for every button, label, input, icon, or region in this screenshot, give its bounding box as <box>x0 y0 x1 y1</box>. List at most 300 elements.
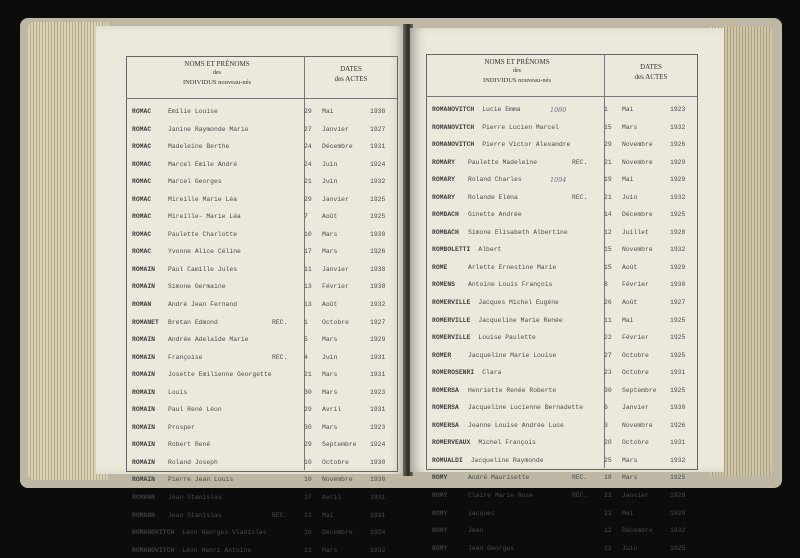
month-cell: Juillet <box>622 228 649 236</box>
right-names-header <box>432 58 602 85</box>
surname-cell: ROMERVEAUX <box>432 439 471 447</box>
register-row <box>432 539 694 557</box>
month-cell: Janvier <box>322 195 349 203</box>
register-row <box>132 523 394 541</box>
register-row <box>132 365 394 383</box>
year-cell: 1932 <box>670 193 686 201</box>
left-page <box>96 26 406 554</box>
given-names-cell: Louis <box>168 388 188 396</box>
given-names-cell: Henriette Renée Roberte <box>468 386 557 394</box>
day-cell: 11 <box>304 265 312 273</box>
month-cell: Mars <box>322 546 338 554</box>
day-cell: 30 <box>304 388 312 396</box>
year-cell: 1929 <box>670 263 686 271</box>
given-names-cell: Françoise <box>168 353 203 361</box>
register-row <box>132 400 394 418</box>
given-names-cell: Louise Paulette <box>478 334 536 342</box>
given-names-cell: Marcel Georges <box>168 178 222 186</box>
month-cell: Août <box>322 213 338 221</box>
given-names-cell: Andrée Adelaïde Marie <box>168 336 249 344</box>
surname-cell: ROMAC <box>132 195 152 203</box>
day-cell: 29 <box>604 141 612 149</box>
surname-cell: ROMY <box>432 509 448 517</box>
day-cell: 6 <box>604 404 608 412</box>
register-row <box>432 258 694 276</box>
right-header-rule <box>426 96 697 97</box>
day-cell: 22 <box>604 334 612 342</box>
year-cell: 1938 <box>370 108 386 115</box>
register-row <box>132 260 394 278</box>
year-cell: 1928 <box>670 492 686 500</box>
day-cell: 24 <box>304 143 312 151</box>
day-cell: 13 <box>304 546 312 554</box>
register-row <box>132 348 394 366</box>
surname-cell: ROMAIN <box>132 265 156 273</box>
year-cell: 1925 <box>670 351 686 359</box>
surname-cell: ROMAIN <box>132 353 156 361</box>
surname-cell: ROMANET <box>132 318 159 326</box>
register-row <box>432 100 694 118</box>
given-names-cell: Pierre Lucien Marcel <box>482 123 559 131</box>
month-cell: Mai <box>322 108 334 115</box>
day-cell: 11 <box>604 316 612 324</box>
register-row <box>432 346 694 364</box>
day-cell: 30 <box>304 423 312 431</box>
day-cell: 4 <box>304 353 308 361</box>
year-cell: 1938 <box>370 283 386 291</box>
left-dates-heading: DATES <box>340 65 362 73</box>
month-cell: Mars <box>622 123 638 131</box>
day-cell: 27 <box>604 351 612 359</box>
month-cell: Mars <box>622 474 638 482</box>
given-names-cell: Albert <box>478 246 502 254</box>
month-cell: Février <box>322 283 349 291</box>
month-cell: Novembre <box>622 246 653 254</box>
month-cell: Décembre <box>622 211 653 219</box>
month-cell: Mai <box>622 176 634 184</box>
right-dates-header <box>606 62 696 82</box>
surname-cell: ROMAC <box>132 108 152 115</box>
given-names-cell: Josette Emilienne Georgette <box>168 371 272 379</box>
given-names-cell: Léon Georges Vladislas <box>182 529 267 537</box>
day-cell: 7 <box>304 213 308 221</box>
left-names-header <box>132 60 302 87</box>
note-cell: REC. <box>272 511 288 519</box>
surname-cell: ROMY <box>432 492 448 500</box>
given-names-cell: Pierre Jean Louis <box>168 476 234 484</box>
given-names-cell: Jean Stanislas <box>168 511 222 519</box>
month-cell: Décembre <box>322 529 353 537</box>
given-names-cell: Roland Charles <box>468 176 522 184</box>
year-cell: 1932 <box>670 456 686 464</box>
day-cell: 29 <box>304 195 312 203</box>
surname-cell: ROMENS <box>432 281 456 289</box>
day-cell: 13 <box>304 511 312 519</box>
given-names-cell: Jacqueline Lucienne Bernadette <box>468 404 584 412</box>
surname-cell: ROMANOVITCH <box>432 123 475 131</box>
note-cell: REC. <box>572 193 588 201</box>
register-row <box>432 416 694 434</box>
given-names-cell: Marcel Emile André <box>168 160 238 168</box>
register-row <box>432 468 694 486</box>
given-names-cell: Roland Joseph <box>168 458 218 466</box>
register-row <box>432 153 694 171</box>
month-cell: Janvier <box>322 125 349 133</box>
surname-cell: ROMBOLETTI <box>432 246 471 254</box>
given-names-cell: Paul René Léon <box>168 406 222 414</box>
given-names-cell: Pierre Victor Alexandre <box>482 141 571 149</box>
month-cell: Mars <box>322 388 338 396</box>
surname-cell: ROMERSA <box>432 421 459 429</box>
year-cell: 1925 <box>670 211 686 219</box>
register-row <box>132 242 394 260</box>
surname-cell: ROMAC <box>132 160 152 168</box>
surname-cell: ROMY <box>432 544 448 552</box>
register-row <box>432 205 694 223</box>
left-dates-header <box>306 64 396 84</box>
register-row <box>132 190 394 208</box>
surname-cell: ROMEROSENRI <box>432 369 475 377</box>
register-row <box>432 328 694 346</box>
right-individus-heading: INDIVIDUS <box>482 77 517 84</box>
month-cell: Septembre <box>322 441 357 449</box>
month-cell: Mai <box>622 106 634 113</box>
year-cell: 1929 <box>670 509 686 517</box>
given-names-cell: Mireille- Marie Léa <box>168 213 241 221</box>
day-cell: 19 <box>604 176 612 184</box>
register-row <box>432 170 694 188</box>
given-names-cell: Prosper <box>168 423 195 431</box>
register-row <box>132 453 394 471</box>
register-row <box>432 275 694 293</box>
surname-cell: ROMBACH <box>432 228 459 236</box>
month-cell: Février <box>622 281 649 289</box>
year-cell: 1930 <box>370 230 386 238</box>
right-actes-heading: des ACTES <box>634 73 668 81</box>
surname-cell: ROMAIN <box>132 406 156 414</box>
left-noms-heading: NOMS ET PRÉNOMS <box>184 60 250 68</box>
register-row <box>132 295 394 313</box>
year-cell: 1932 <box>370 178 386 186</box>
register-row <box>132 207 394 225</box>
year-cell: 1925 <box>370 213 386 221</box>
year-cell: 1931 <box>370 406 386 414</box>
given-names-cell: Janine Raymonde Marie <box>168 125 249 133</box>
day-cell: 23 <box>604 369 612 377</box>
year-cell: 1923 <box>370 423 386 431</box>
surname-cell: ROMAIN <box>132 458 156 466</box>
given-names-cell: Jacques <box>468 509 495 517</box>
day-cell: 18 <box>604 474 612 482</box>
day-cell: 13 <box>304 283 312 291</box>
surname-cell: ROMAC <box>132 178 152 186</box>
day-cell: 22 <box>604 544 612 552</box>
left-nouveaux-heading: nouveau-nés <box>218 79 252 86</box>
register-row <box>432 363 694 381</box>
given-names-cell: Emilie Louise <box>168 108 218 115</box>
given-names-cell: Simone Elisabeth Albertine <box>468 228 568 236</box>
surname-cell: ROMAN <box>132 301 152 309</box>
day-cell: 16 <box>304 529 312 537</box>
month-cell: Avril <box>322 494 342 502</box>
surname-cell: ROMANN <box>132 494 156 502</box>
surname-cell: ROMANOVITCH <box>432 141 475 149</box>
day-cell: 20 <box>604 439 612 447</box>
given-names-cell: Madeleine Berthe <box>168 143 230 151</box>
month-cell: Août <box>622 299 638 307</box>
right-noms-heading: NOMS ET PRÉNOMS <box>484 58 550 66</box>
surname-cell: ROMAIN <box>132 423 156 431</box>
year-cell: 1931 <box>670 439 686 447</box>
note-cell: REC. <box>572 474 588 482</box>
year-cell: 1931 <box>370 494 386 502</box>
month-cell: Octobre <box>322 318 349 326</box>
given-names-cell: Paulette Madeleine <box>468 158 538 166</box>
year-cell: 1931 <box>670 369 686 377</box>
surname-cell: ROMERVILLE <box>432 334 471 342</box>
month-cell: Novembre <box>622 158 653 166</box>
surname-cell: ROMUALDI <box>432 456 463 464</box>
day-cell: 21 <box>604 158 612 166</box>
register-row <box>132 102 394 120</box>
surname-cell: ROMY <box>432 527 448 535</box>
day-cell: 25 <box>604 456 612 464</box>
register-row <box>132 470 394 488</box>
year-cell: 1925 <box>670 474 686 482</box>
surname-cell: ROME <box>432 263 448 271</box>
month-cell: Mars <box>322 336 338 344</box>
month-cell: Novembre <box>622 141 653 149</box>
register-row <box>132 435 394 453</box>
register-row <box>132 172 394 190</box>
note-cell: REC. <box>272 353 288 361</box>
month-cell: Juin <box>622 544 638 552</box>
surname-cell: ROMAC <box>132 143 152 151</box>
surname-cell: ROMERVILLE <box>432 299 471 307</box>
given-names-cell: Yvonne Alice Céline <box>168 248 241 256</box>
month-cell: Octobre <box>322 458 349 466</box>
register-row <box>432 311 694 329</box>
year-cell: 1923 <box>370 388 386 396</box>
day-cell: 21 <box>304 371 312 379</box>
surname-cell: ROMAIN <box>132 388 156 396</box>
year-cell: 1930 <box>370 476 386 484</box>
year-cell: 1932 <box>370 301 386 309</box>
day-cell: 1 <box>304 318 308 326</box>
day-cell: 29 <box>304 441 312 449</box>
day-cell: 10 <box>304 230 312 238</box>
given-names-cell: André Maurisette <box>468 474 530 482</box>
register-row <box>432 118 694 136</box>
year-cell: 1929 <box>670 158 686 166</box>
month-cell: Mai <box>622 316 634 324</box>
month-cell: Octobre <box>622 351 649 359</box>
day-cell: 8 <box>604 281 608 289</box>
register-row <box>132 541 394 558</box>
year-cell: 1925 <box>670 386 686 394</box>
year-cell: 1925 <box>670 544 686 552</box>
surname-cell: ROMARY <box>432 158 456 166</box>
left-individus-heading: INDIVIDUS <box>182 79 217 86</box>
day-cell: 27 <box>304 125 312 133</box>
surname-cell: ROMARY <box>432 193 456 201</box>
year-cell: 1928 <box>670 228 686 236</box>
surname-cell: ROMAC <box>132 248 152 256</box>
given-names-cell: Antoine Louis François <box>468 281 553 289</box>
right-nouveaux-heading: nouveau-nés <box>518 77 552 84</box>
note-cell: 1094 <box>550 176 567 185</box>
given-names-cell: Arlette Ernestine Marie <box>468 263 557 271</box>
year-cell: 1932 <box>670 123 686 131</box>
month-cell: Mai <box>322 511 334 519</box>
left-register-rows <box>132 102 394 558</box>
given-names-cell: Lucie Emma <box>482 106 521 113</box>
register-row <box>132 488 394 506</box>
surname-cell: ROMAC <box>132 125 152 133</box>
surname-cell: ROMAC <box>132 230 152 238</box>
month-cell: Janvier <box>322 265 349 273</box>
register-row <box>132 383 394 401</box>
right-dates-heading: DATES <box>640 63 662 71</box>
given-names-cell: Jacques Michel Eugène <box>478 299 559 307</box>
surname-cell: ROMERSA <box>432 404 459 412</box>
given-names-cell: Ginette Andrée <box>468 211 522 219</box>
given-names-cell: Clara <box>482 369 502 377</box>
left-actes-heading: des ACTES <box>334 75 368 83</box>
month-cell: Août <box>622 263 638 271</box>
month-cell: Juin <box>322 160 338 168</box>
year-cell: 1924 <box>370 441 386 449</box>
year-cell: 1924 <box>370 160 386 168</box>
given-names-cell: Jacqueline Marie Louise <box>468 351 557 359</box>
day-cell: 22 <box>604 509 612 517</box>
month-cell: Juin <box>322 353 338 361</box>
surname-cell: ROMANOVITCH <box>132 546 175 554</box>
year-cell: 1932 <box>670 246 686 254</box>
year-cell: 1925 <box>670 334 686 342</box>
given-names-cell: Jeanne Louise Andrée Luce <box>468 421 564 429</box>
year-cell: 1927 <box>370 318 386 326</box>
month-cell: Janvier <box>622 492 649 500</box>
day-cell: 21 <box>604 492 612 500</box>
year-cell: 1930 <box>670 281 686 289</box>
day-cell: 10 <box>304 476 312 484</box>
month-cell: Mars <box>322 230 338 238</box>
register-row <box>132 330 394 348</box>
year-cell: 1930 <box>670 404 686 412</box>
month-cell: Mars <box>622 456 638 464</box>
register-row <box>132 506 394 524</box>
day-cell: 12 <box>604 228 612 236</box>
day-cell: 14 <box>604 211 612 219</box>
month-cell: Février <box>622 334 649 342</box>
year-cell: 1923 <box>670 106 686 113</box>
month-cell: Novembre <box>322 476 353 484</box>
day-cell: 21 <box>604 193 612 201</box>
year-cell: 1927 <box>670 299 686 307</box>
month-cell: Mai <box>622 509 634 517</box>
year-cell: 1938 <box>370 265 386 273</box>
year-cell: 1924 <box>370 529 386 537</box>
month-cell: Juin <box>322 178 338 186</box>
year-cell: 1929 <box>670 176 686 184</box>
register-row <box>132 120 394 138</box>
day-cell: 15 <box>604 263 612 271</box>
given-names-cell: Simone Germaine <box>168 283 226 291</box>
day-cell: 3 <box>604 421 608 429</box>
register-row <box>132 225 394 243</box>
register-row <box>432 521 694 539</box>
surname-cell: ROMAC <box>132 213 152 221</box>
month-cell: Octobre <box>622 369 649 377</box>
surname-cell: ROMERSA <box>432 386 459 394</box>
year-cell: 1927 <box>370 125 386 133</box>
given-names-cell: Jean <box>468 527 484 535</box>
given-names-cell: Claire Marie Rose <box>468 492 534 500</box>
surname-cell: ROMAIN <box>132 476 156 484</box>
register-row <box>132 155 394 173</box>
surname-cell: ROMERVILLE <box>432 316 471 324</box>
given-names-cell: Paulette Charlotte <box>168 230 238 238</box>
month-cell: Mars <box>322 371 338 379</box>
year-cell: 1926 <box>370 248 386 256</box>
given-names-cell: Léon Henri Antoine <box>182 546 252 554</box>
register-row <box>432 504 694 522</box>
day-cell: 13 <box>304 301 312 309</box>
month-cell: Janvier <box>622 404 649 412</box>
note-cell: REC. <box>272 318 288 326</box>
given-names-cell: Paul Camille Jules <box>168 265 238 273</box>
surname-cell: ROMANN <box>132 511 156 519</box>
surname-cell: ROMANOVITCH <box>132 529 175 537</box>
month-cell: Décembre <box>622 527 653 535</box>
month-cell: Août <box>322 301 338 309</box>
month-cell: Septembre <box>622 386 657 394</box>
register-row <box>432 398 694 416</box>
day-cell: 12 <box>604 527 612 535</box>
day-cell: 15 <box>604 246 612 254</box>
note-cell: REC. <box>572 158 588 166</box>
day-cell: 26 <box>604 299 612 307</box>
given-names-cell: Jean Stanislas <box>168 494 222 502</box>
day-cell: 15 <box>604 123 612 131</box>
left-header-rule <box>126 98 397 99</box>
register-row <box>432 188 694 206</box>
right-page <box>410 28 724 552</box>
given-names-cell: Robert René <box>168 441 211 449</box>
year-cell: 1932 <box>670 527 686 535</box>
surname-cell: ROMBACH <box>432 211 459 219</box>
register-row <box>432 381 694 399</box>
register-row <box>432 451 694 469</box>
surname-cell: ROMAIN <box>132 336 156 344</box>
year-cell: 1925 <box>370 195 386 203</box>
day-cell: 30 <box>604 386 612 394</box>
year-cell: 1926 <box>670 141 686 149</box>
given-names-cell: Bretan Edmond <box>168 318 218 326</box>
surname-cell: ROMAIN <box>132 371 156 379</box>
year-cell: 1925 <box>670 316 686 324</box>
given-names-cell: Jacqueline Marie Renée <box>478 316 563 324</box>
year-cell: 1931 <box>370 143 386 151</box>
register-row <box>132 277 394 295</box>
surname-cell: ROMARY <box>432 176 456 184</box>
day-cell: 24 <box>304 160 312 168</box>
day-cell: 21 <box>304 178 312 186</box>
register-row <box>432 135 694 153</box>
day-cell: 17 <box>304 494 312 502</box>
year-cell: 1929 <box>370 336 386 344</box>
